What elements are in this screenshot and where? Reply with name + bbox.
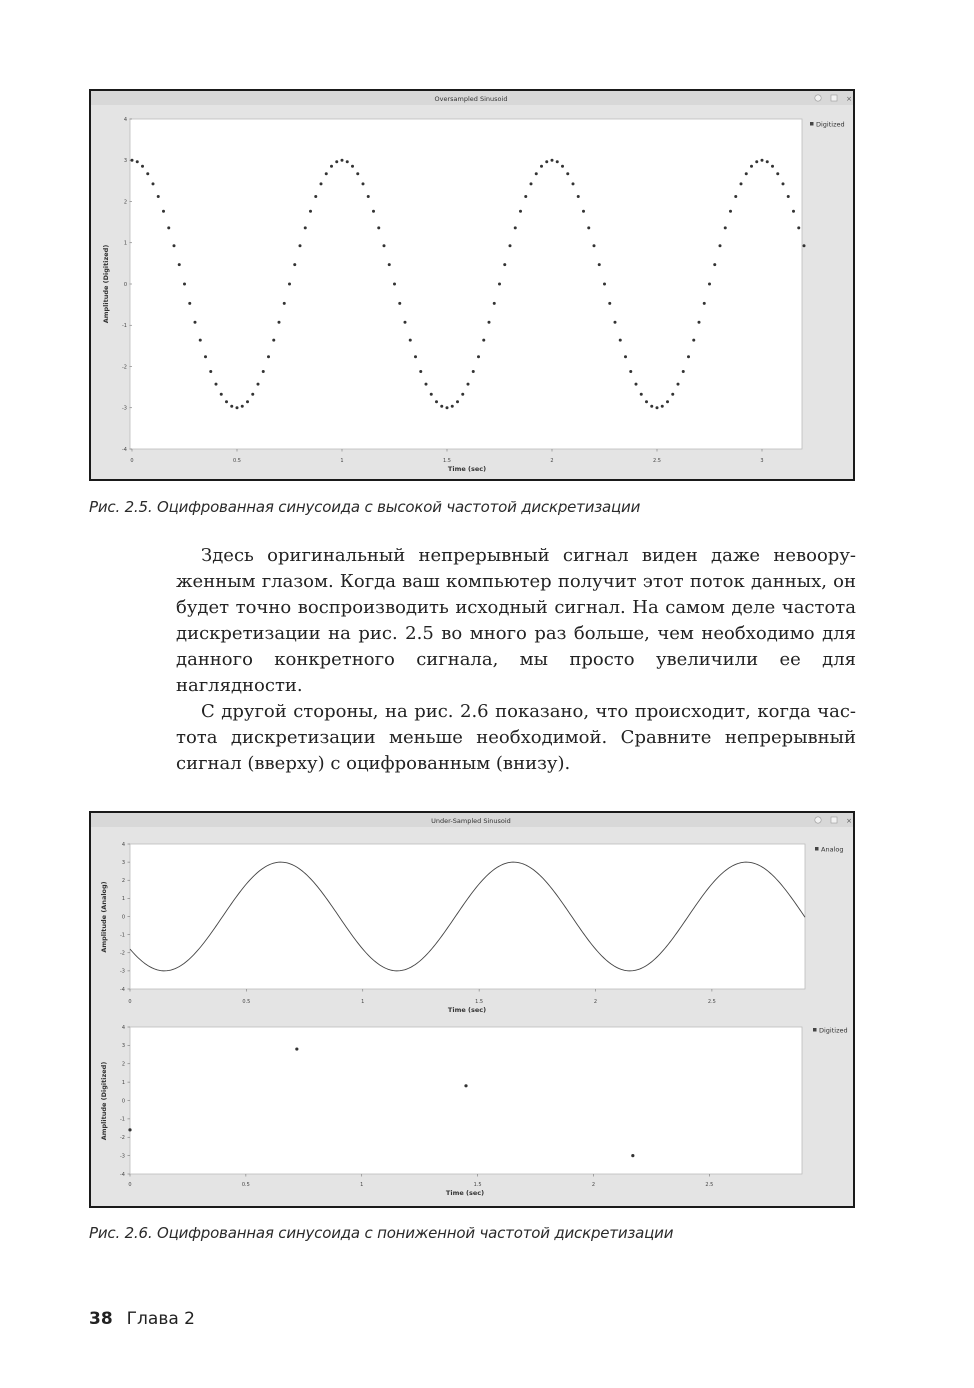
x-tick-label: 0 <box>128 999 132 1005</box>
data-point <box>493 302 496 305</box>
x-tick-label: 2 <box>550 458 554 464</box>
y-tick-label: -1 <box>120 1116 125 1123</box>
body-text <box>176 543 856 777</box>
y-tick-label: 3 <box>123 158 127 165</box>
data-point <box>131 159 134 162</box>
y-tick-label: 4 <box>121 1024 125 1031</box>
data-point <box>619 339 622 342</box>
data-point <box>446 406 449 409</box>
y-axis-label: Amplitude (Analog) <box>100 881 108 953</box>
data-point <box>472 370 475 373</box>
data-point <box>451 405 454 408</box>
data-point <box>687 355 690 358</box>
data-point <box>792 210 795 213</box>
data-point <box>724 226 727 229</box>
data-point <box>692 339 695 342</box>
maximize-icon[interactable] <box>831 817 837 823</box>
data-point <box>293 263 296 266</box>
data-point <box>209 370 212 373</box>
data-point <box>199 339 202 342</box>
data-point <box>215 383 218 386</box>
data-point <box>535 172 538 175</box>
data-point <box>577 195 580 198</box>
data-point <box>188 302 191 305</box>
data-point <box>377 226 380 229</box>
x-tick-label: 3 <box>760 458 764 464</box>
legend-label: Digitized <box>816 120 845 129</box>
data-point <box>278 321 281 324</box>
data-point <box>430 393 433 396</box>
data-point <box>530 182 533 185</box>
legend-label: Digitized <box>819 1026 848 1035</box>
data-point <box>598 263 601 266</box>
data-point <box>320 182 323 185</box>
page-footer <box>89 1309 195 1329</box>
y-tick-label: -1 <box>122 323 127 330</box>
data-point <box>803 244 806 247</box>
data-point <box>488 321 491 324</box>
x-tick-label: 1.5 <box>443 458 451 464</box>
window-title: Oversampled Sinusoid <box>434 95 508 103</box>
data-point <box>603 283 606 286</box>
data-point <box>335 160 338 163</box>
data-point <box>204 355 207 358</box>
data-point <box>435 400 438 403</box>
data-point <box>262 370 265 373</box>
data-point <box>257 383 260 386</box>
data-point <box>414 355 417 358</box>
data-point <box>236 406 239 409</box>
data-point <box>740 182 743 185</box>
data-point <box>461 393 464 396</box>
data-point <box>514 226 517 229</box>
data-point <box>146 172 149 175</box>
y-tick-label: 1 <box>123 240 127 247</box>
data-point <box>157 195 160 198</box>
y-tick-label: 2 <box>123 199 127 206</box>
data-point <box>545 160 548 163</box>
y-tick-label: 0 <box>121 914 125 921</box>
data-point <box>230 405 233 408</box>
y-tick-label: -4 <box>120 986 125 993</box>
data-point <box>614 321 617 324</box>
digitized-plot-area <box>130 1027 802 1174</box>
data-point <box>467 383 470 386</box>
data-point <box>351 165 354 168</box>
data-point <box>167 226 170 229</box>
legend-label: Analog <box>821 845 844 854</box>
minimize-icon[interactable] <box>815 95 821 101</box>
x-axis-label: Time (sec) <box>447 1006 487 1014</box>
y-tick-label: 2 <box>121 1061 125 1068</box>
data-point <box>519 210 522 213</box>
data-point <box>346 160 349 163</box>
data-point <box>582 210 585 213</box>
data-point <box>745 172 748 175</box>
data-point <box>708 283 711 286</box>
undersampled-chart-window <box>91 813 853 1206</box>
data-point <box>372 210 375 213</box>
data-point <box>540 165 543 168</box>
data-point <box>128 1128 131 1131</box>
data-point <box>136 160 139 163</box>
x-tick-label: 2.5 <box>707 999 716 1005</box>
y-tick-label: -2 <box>120 1135 125 1142</box>
data-point <box>650 405 653 408</box>
y-tick-label: -3 <box>122 405 127 412</box>
data-point <box>330 165 333 168</box>
data-point <box>761 159 764 162</box>
y-tick-label: -3 <box>120 1153 125 1160</box>
chapter-label: Глава 2 <box>126 1309 195 1329</box>
data-point <box>498 283 501 286</box>
data-point <box>561 165 564 168</box>
y-tick-label: 1 <box>121 896 125 903</box>
x-tick-label: 2 <box>591 1182 596 1188</box>
x-tick-label: 2 <box>593 999 598 1005</box>
y-tick-label: 4 <box>123 116 127 123</box>
y-axis-label: Amplitude (Digitized) <box>102 244 110 324</box>
minimize-icon[interactable] <box>815 817 821 823</box>
y-tick-label: 0 <box>123 281 127 288</box>
data-point <box>482 339 485 342</box>
x-tick-label: 1.5 <box>473 1182 482 1188</box>
page-number: 38 <box>89 1309 113 1329</box>
data-point <box>367 195 370 198</box>
plot-area <box>130 119 802 449</box>
data-point <box>645 400 648 403</box>
data-point <box>503 263 506 266</box>
close-icon[interactable]: × <box>846 95 852 103</box>
data-point <box>362 182 365 185</box>
data-point <box>194 321 197 324</box>
x-tick-label: 1 <box>361 999 365 1005</box>
data-point <box>295 1047 298 1050</box>
data-point <box>162 210 165 213</box>
data-point <box>425 383 428 386</box>
data-point <box>509 244 512 247</box>
data-point <box>267 355 270 358</box>
x-tick-label: 1.5 <box>475 999 484 1005</box>
data-point <box>464 1084 467 1087</box>
data-point <box>152 182 155 185</box>
data-point <box>225 400 228 403</box>
x-axis-label: Time (sec) <box>447 465 487 473</box>
y-tick-label: 2 <box>121 878 125 885</box>
figure-undersampled <box>89 811 855 1208</box>
data-point <box>524 195 527 198</box>
data-point <box>593 244 596 247</box>
data-point <box>750 165 753 168</box>
data-point <box>409 339 412 342</box>
data-point <box>719 244 722 247</box>
data-point <box>729 210 732 213</box>
data-point <box>314 195 317 198</box>
data-point <box>572 182 575 185</box>
data-point <box>288 283 291 286</box>
data-point <box>556 160 559 163</box>
figure-oversampled <box>89 89 855 481</box>
data-point <box>341 159 344 162</box>
data-point <box>771 165 774 168</box>
data-point <box>393 283 396 286</box>
data-point <box>388 263 391 266</box>
analog-plot-area <box>130 844 805 989</box>
y-tick-label: 4 <box>121 841 125 848</box>
y-tick-label: -3 <box>120 968 125 975</box>
legend-swatch <box>815 847 819 851</box>
data-point <box>640 393 643 396</box>
data-point <box>173 244 176 247</box>
close-icon[interactable]: × <box>846 817 852 825</box>
legend-swatch <box>810 122 814 126</box>
data-point <box>666 400 669 403</box>
data-point <box>661 405 664 408</box>
x-axis-label: Time (sec) <box>445 1189 485 1197</box>
data-point <box>698 321 701 324</box>
data-point <box>440 405 443 408</box>
data-point <box>671 393 674 396</box>
y-axis-label: Amplitude (Digitized) <box>100 1061 108 1141</box>
data-point <box>551 159 554 162</box>
data-point <box>631 1154 634 1157</box>
legend-swatch <box>813 1028 817 1032</box>
data-point <box>734 195 737 198</box>
data-point <box>183 283 186 286</box>
data-point <box>713 263 716 266</box>
data-point <box>356 172 359 175</box>
y-tick-label: 1 <box>121 1079 125 1086</box>
data-point <box>608 302 611 305</box>
data-point <box>220 393 223 396</box>
x-tick-label: 1 <box>340 458 344 464</box>
data-point <box>141 165 144 168</box>
data-point <box>283 302 286 305</box>
data-point <box>304 226 307 229</box>
oversampled-chart-window <box>91 91 853 479</box>
data-point <box>656 406 659 409</box>
x-tick-label: 0 <box>128 1182 132 1188</box>
x-tick-label: 0.5 <box>241 1182 250 1188</box>
data-point <box>178 263 181 266</box>
x-tick-label: 0.5 <box>233 458 241 464</box>
data-point <box>404 321 407 324</box>
data-point <box>587 226 590 229</box>
data-point <box>797 226 800 229</box>
window-title: Under-Sampled Sinusoid <box>431 817 511 825</box>
data-point <box>629 370 632 373</box>
paragraph: Здесь оригинальный непрерывный сигнал виден даже невооруженным глазом. Когда ваш компьютер получит этот поток данных, он будет точно воспроизводить исходный сигнал. На самом деле частота дискретизации на рис. 2.5 во много раз больше, чем необходимо для данного конкретного сигнала, мы просто увеличили ее для наглядности. <box>176 545 856 696</box>
x-tick-label: 0 <box>130 458 134 464</box>
data-point <box>782 182 785 185</box>
y-tick-label: -2 <box>122 364 127 371</box>
data-point <box>635 383 638 386</box>
y-tick-label: 3 <box>121 859 125 866</box>
y-tick-label: -2 <box>120 950 125 957</box>
data-point <box>383 244 386 247</box>
data-point <box>776 172 779 175</box>
data-point <box>272 339 275 342</box>
x-tick-label: 0.5 <box>242 999 251 1005</box>
y-tick-label: -4 <box>120 1171 125 1178</box>
data-point <box>624 355 627 358</box>
maximize-icon[interactable] <box>831 95 837 101</box>
data-point <box>299 244 302 247</box>
data-point <box>677 383 680 386</box>
y-tick-label: 3 <box>121 1043 125 1050</box>
data-point <box>398 302 401 305</box>
y-tick-label: -1 <box>120 932 125 939</box>
x-tick-label: 2.5 <box>705 1182 714 1188</box>
data-point <box>755 160 758 163</box>
data-point <box>456 400 459 403</box>
data-point <box>703 302 706 305</box>
data-point <box>325 172 328 175</box>
y-tick-label: -4 <box>122 446 127 453</box>
paragraph: С другой стороны, на рис. 2.6 показано, что происходит, когда частота дискретизации меньше необходимой. Сравните непрерывный сигнал (вверху) с оцифрованным (внизу). <box>176 701 856 774</box>
data-point <box>241 405 244 408</box>
figure-caption: Рис. 2.6. Оцифрованная синусоида с пониженной частотой дискретизации <box>89 1224 674 1242</box>
data-point <box>566 172 569 175</box>
x-tick-label: 1 <box>360 1182 364 1188</box>
figure-caption: Рис. 2.5. Оцифрованная синусоида с высокой частотой дискретизации <box>89 498 641 516</box>
data-point <box>766 160 769 163</box>
data-point <box>477 355 480 358</box>
data-point <box>309 210 312 213</box>
data-point <box>251 393 254 396</box>
x-tick-label: 2.5 <box>653 458 661 464</box>
data-point <box>419 370 422 373</box>
data-point <box>682 370 685 373</box>
data-point <box>246 400 249 403</box>
data-point <box>787 195 790 198</box>
y-tick-label: 0 <box>121 1098 125 1105</box>
